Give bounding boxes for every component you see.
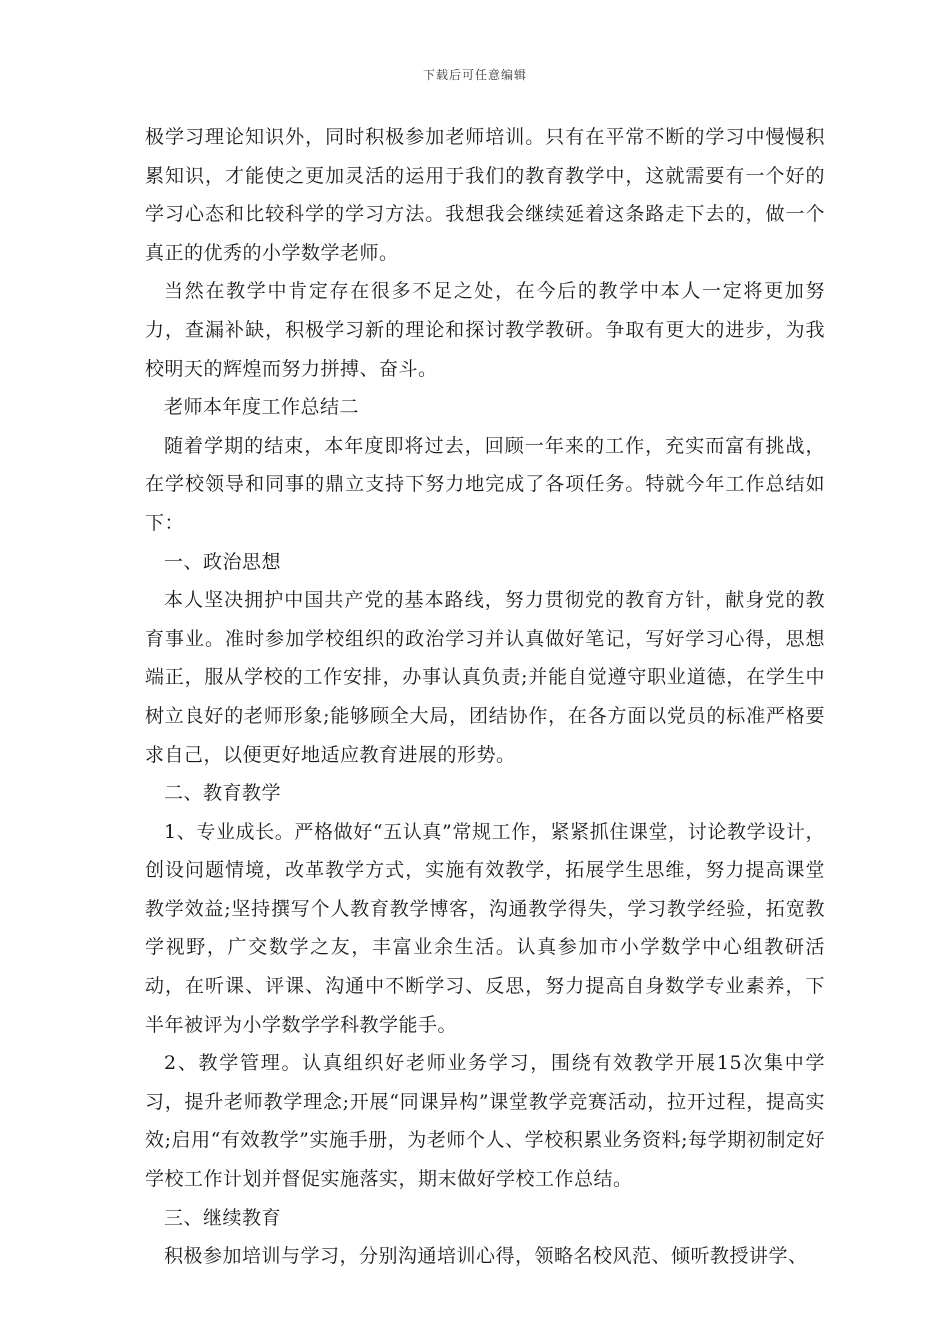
page-header: 下载后可任意编辑 — [422, 68, 527, 82]
section-heading: 一、政治思想 — [164, 550, 282, 573]
paragraph: 积极参加培训与学习，分别沟通培训心得，领略名校风范、倾听教授讲学、 — [164, 1245, 808, 1268]
paragraph: 2、教学管理。认真组织好老师业务学习，围绕有效教学开展15次集中学习，提升老师教学理念;开展“同课异构”课堂教学竞赛活动，拉开过程，提高实效;启用“有效教学”实施手册，为老师个人、学校积累业务资料;每学期初制定好学校工作计划并督促实施落实，期末做好学校工作总结。 — [145, 1052, 825, 1191]
paragraph: 1、专业成长。严格做好“五认真”常规工作，紧紧抓住课堂，讨论教学设计，创设问题情境，改革教学方式，实施有效教学，拓展学生思维，努力提高课堂教学效益;坚持撰写个人教育教学博客，沟通教学得失，学习教学经验，拓宽教学视野，广交数学之友，丰富业余生活。认真参加市小学数学中心组教研活动，在听课、评课、沟通中不断学习、反思，努力提高自身数学专业素养，下半年被评为小学数学学科教学能手。 — [145, 820, 825, 1036]
section-title: 老师本年度工作总结二 — [164, 396, 360, 419]
document-body — [145, 118, 825, 1276]
paragraph: 随着学期的结束，本年度即将过去，回顾一年来的工作，充实而富有挑战，在学校领导和同事的鼎立支持下努力地完成了各项任务。特就今年工作总结如下： — [145, 434, 825, 534]
section-heading: 二、教育教学 — [164, 782, 282, 805]
paragraph: 本人坚决拥护中国共产党的基本路线，努力贯彻党的教育方针，献身党的教育事业。准时参加学校组织的政治学习并认真做好笔记，写好学习心得，思想端正，服从学校的工作安排，办事认真负责;并能自觉遵守职业道德，在学生中树立良好的老师形象;能够顾全大局，团结协作，在各方面以党员的标准严格要求自己，以便更好地适应教育进展的形势。 — [145, 589, 825, 766]
paragraph-continuation: 极学习理论知识外，同时积极参加老师培训。只有在平常不断的学习中慢慢积累知识，才能使之更加灵活的运用于我们的教育教学中，这就需要有一个好的学习心态和比较科学的学习方法。我想我会继续延着这条路走下去的，做一个真正的优秀的小学数学老师。 — [145, 126, 825, 264]
section-heading: 三、继续教育 — [164, 1206, 282, 1229]
paragraph: 当然在教学中肯定存在很多不足之处，在今后的教学中本人一定将更加努力，查漏补缺，积极学习新的理论和探讨教学教研。争取有更大的进步，为我校明天的辉煌而努力拼搏、奋斗。 — [145, 280, 825, 380]
